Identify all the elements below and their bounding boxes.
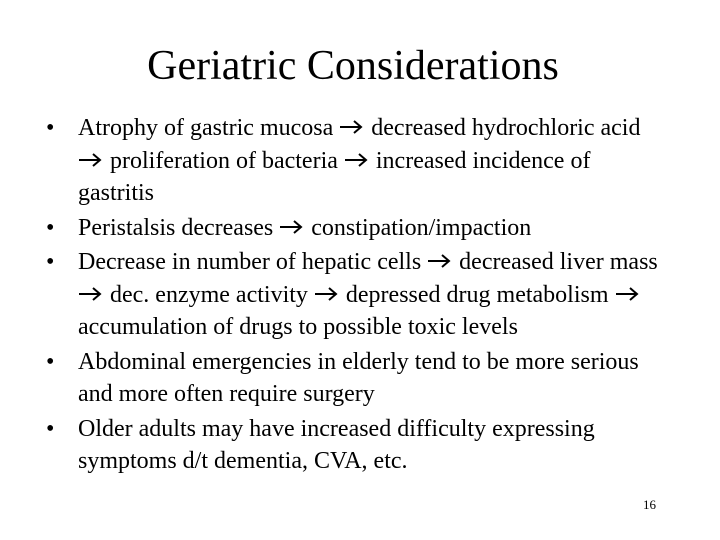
right-arrow-icon	[78, 153, 102, 167]
right-arrow-icon	[279, 220, 303, 234]
right-arrow-icon	[344, 153, 368, 167]
bullet-item	[46, 112, 666, 210]
bullet-text-segment: decreased hydrochloric acid	[371, 115, 641, 141]
bullet-marker: •	[46, 415, 55, 442]
bullet-text-segment: constipation/impaction	[311, 214, 532, 241]
bullet-text-segment: proliferation of bacteria	[110, 147, 338, 174]
bullet-item	[46, 212, 666, 245]
bullet-item	[46, 246, 666, 344]
bullet-text-segment: Older adults may have increased difficulty expressing symptoms d/t dementia, CVA, etc.	[78, 415, 595, 474]
bullet-text-segment: dec. enzyme activity	[110, 281, 308, 308]
bullet-text-segment: decreased liver mass	[459, 249, 658, 275]
bullet-text-segment: depressed drug metabolism	[345, 281, 609, 308]
page-number: 16	[643, 497, 656, 512]
right-arrow-icon	[339, 120, 363, 134]
bullet-text-segment: Decrease in number of hepatic cells	[78, 249, 422, 275]
bullet-item	[46, 413, 666, 478]
bullet-text-segment: Atrophy of gastric mucosa	[78, 115, 334, 141]
bullet-marker: •	[46, 249, 55, 275]
slide-title: Geriatric Considerations	[147, 43, 559, 89]
bullet-text-segment: Abdominal emergencies in elderly tend to be more serious and more often require surgery	[78, 348, 639, 407]
right-arrow-icon	[314, 287, 338, 301]
bullet-item	[46, 346, 666, 411]
bullet-text-segment: accumulation of drugs to possible toxic levels	[78, 314, 518, 340]
bullet-list	[46, 112, 666, 480]
bullet-text-segment: increased incidence of gastritis	[78, 147, 591, 206]
bullet-marker: •	[46, 214, 55, 241]
right-arrow-icon	[615, 287, 639, 301]
right-arrow-icon	[78, 287, 102, 301]
bullet-text-segment: Peristalsis decreases	[78, 214, 274, 241]
right-arrow-icon	[427, 254, 451, 268]
bullet-marker: •	[46, 348, 55, 375]
bullet-marker: •	[46, 115, 55, 141]
